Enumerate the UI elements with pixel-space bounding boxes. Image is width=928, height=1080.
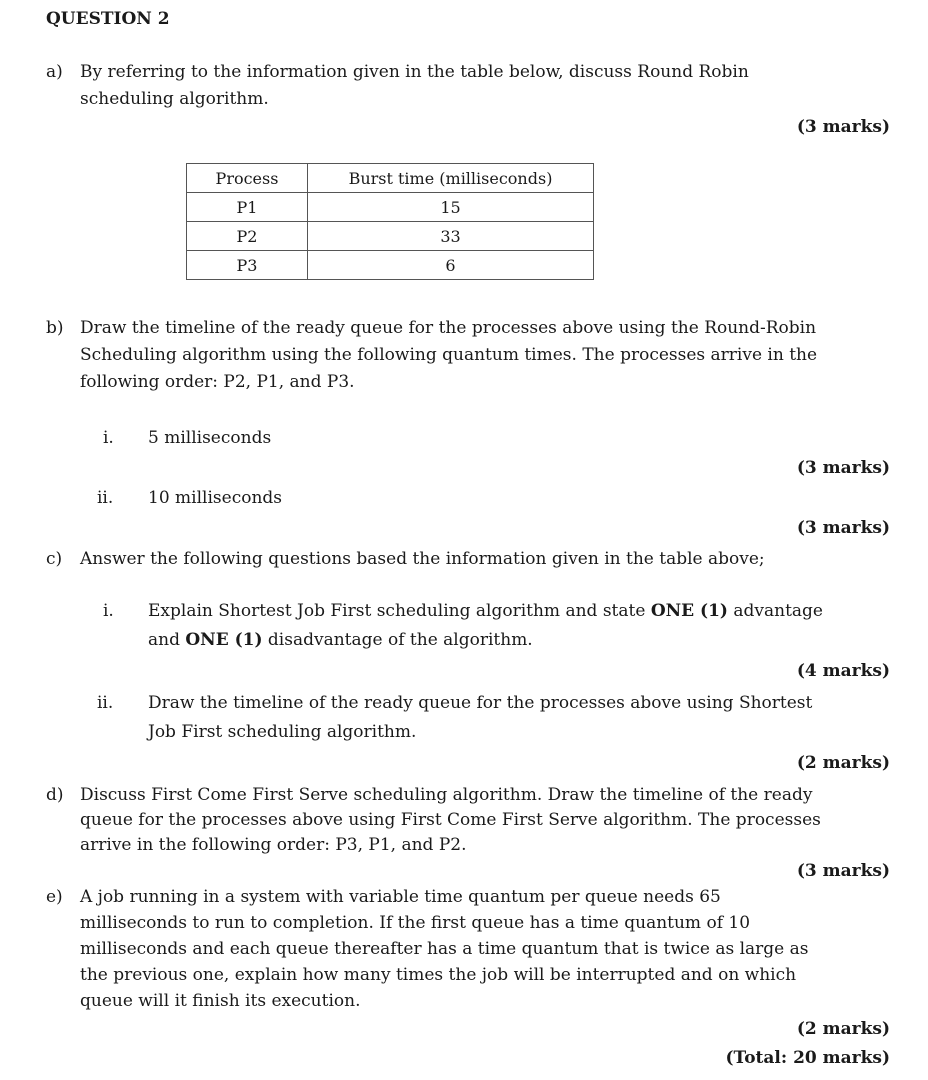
part-b-line1: Draw the timeline of the ready queue for the processes above using the Round-Robin	[80, 318, 817, 338]
part-d-line2: queue for the processes above using First Come First Serve algorithm. The processes	[80, 810, 821, 830]
part-d-line1: Discuss First Come First Serve scheduling algorithm. Draw the timeline of the ready	[80, 785, 813, 805]
table-row	[187, 193, 594, 222]
part-b-i-text: 5 milliseconds	[148, 428, 272, 448]
total-marks: (Total: 20 marks)	[725, 1048, 890, 1068]
part-c-i-line1-bold: ONE (1)	[650, 601, 728, 621]
part-b-ii-text: 10 milliseconds	[148, 488, 282, 508]
part-c-label: c)	[46, 549, 63, 569]
part-a-line2: scheduling algorithm.	[80, 89, 269, 109]
process-cell: P2	[187, 222, 308, 251]
part-d-label: d)	[46, 785, 64, 805]
part-b-line3: following order: P2, P1, and P3.	[80, 372, 355, 392]
header-process: Process	[187, 164, 308, 193]
part-c-i-line1	[148, 601, 823, 621]
part-b-i-label: i.	[103, 428, 114, 448]
part-c-i-line2-post: disadvantage of the algorithm.	[262, 630, 533, 650]
part-e-line1: A job running in a system with variable time quantum per queue needs 65	[80, 887, 721, 907]
part-e-line4: the previous one, explain how many times the job will be interrupted and on which	[80, 965, 797, 985]
part-a-marks: (3 marks)	[796, 117, 890, 137]
question-title: QUESTION 2	[46, 9, 170, 29]
part-b-ii-marks: (3 marks)	[796, 518, 890, 538]
table-header-row	[187, 164, 594, 193]
burst-cell: 6	[308, 251, 594, 280]
process-cell: P1	[187, 193, 308, 222]
table-row	[187, 251, 594, 280]
part-e-marks: (2 marks)	[796, 1019, 890, 1039]
part-a-line1: By referring to the information given in the table below, discuss Round Robin	[80, 62, 749, 82]
table-row	[187, 222, 594, 251]
part-d-line3: arrive in the following order: P3, P1, and P2.	[80, 835, 467, 855]
part-c-ii-line1: Draw the timeline of the ready queue for the processes above using Shortest	[148, 693, 813, 713]
burst-cell: 33	[308, 222, 594, 251]
part-b-i-marks: (3 marks)	[796, 458, 890, 478]
part-c-i-marks: (4 marks)	[796, 661, 890, 681]
part-e-label: e)	[46, 887, 63, 907]
part-b-line2: Scheduling algorithm using the following quantum times. The processes arrive in the	[80, 345, 818, 365]
part-e-line2: milliseconds to run to completion. If the first queue has a time quantum of 10	[80, 913, 751, 933]
burst-time-table	[186, 163, 594, 280]
part-c-i-line2-pre: and	[148, 630, 186, 650]
part-c-i-label: i.	[103, 601, 114, 621]
header-burst-time: Burst time (milliseconds)	[308, 164, 594, 193]
process-cell: P3	[187, 251, 308, 280]
burst-cell: 15	[308, 193, 594, 222]
part-c-line1: Answer the following questions based the information given in the table above;	[80, 549, 765, 569]
part-c-i-line2-bold: ONE (1)	[185, 630, 263, 650]
part-c-i-line2	[148, 630, 533, 650]
part-a-label: a)	[46, 62, 63, 82]
part-d-marks: (3 marks)	[796, 861, 890, 881]
part-e-line5: queue will it finish its execution.	[80, 991, 361, 1011]
part-b-label: b)	[46, 318, 64, 338]
part-c-ii-line2: Job First scheduling algorithm.	[148, 722, 417, 742]
part-c-i-line1-post: advantage	[727, 601, 823, 621]
part-c-i-line1-pre: Explain Shortest Job First scheduling algorithm and state	[148, 601, 651, 621]
part-b-ii-label: ii.	[97, 488, 114, 508]
part-e-line3: milliseconds and each queue thereafter has a time quantum that is twice as large as	[80, 939, 809, 959]
part-c-ii-marks: (2 marks)	[796, 753, 890, 773]
part-c-ii-label: ii.	[97, 693, 114, 713]
